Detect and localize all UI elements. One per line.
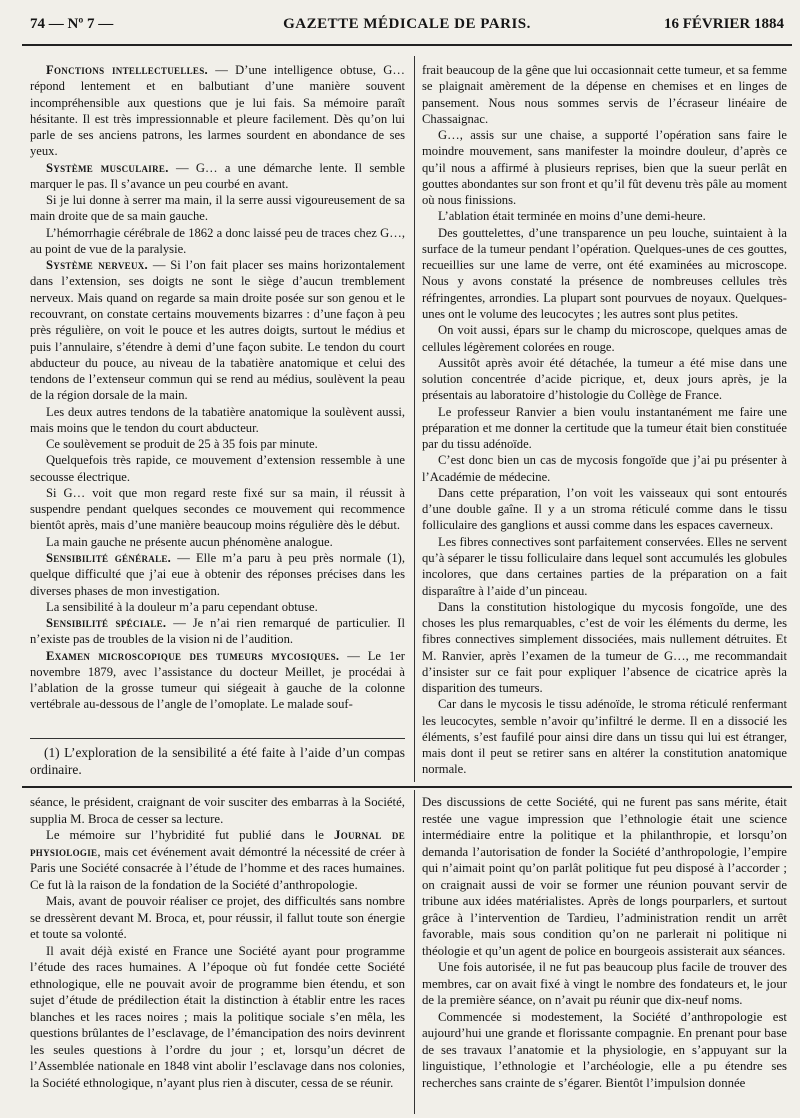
paragraph: Des discussions de cette Société, qui ne furent pas sans mérite, était restée une vague impression que l’ethnologie était une science intermédiaire entre la politique et la philanthropie, et lorsqu’on demanda l’autorisation de fonder la Société d’anthropologie, l’empire qui n’aimait point qu’on parlât politique fut peu disposé à l’accorder ; on craignait aussi de voir se former une réunion pouvant servir de tribune aux idées matérialistes. Après de longs pourparlers, et surtout grâce à l’intervention de Tardieu, l’administration rendit un arrêt favorable, mais sous condition qu’on ne parlerait ni politique ni théologie et qu’un agent de police en bourgeois assisterait aux séances. (422, 795, 787, 958)
section-divider (22, 786, 792, 788)
paragraph: Si G… voit que mon regard reste fixé sur sa main, il réussit à suspendre pendant quelques secondes ce mouvement qui recommence bientôt après, mais d’une manière beaucoup moins régulière dès le début. (30, 485, 405, 533)
section-heading: Système musculaire. (46, 160, 169, 175)
paragraph: séance, le président, craignant de voir susciter des embarras à la Société, supplia M. Broca de cesser sa lecture. (30, 795, 405, 826)
upper-left-column (30, 62, 405, 713)
lower-right-column (422, 794, 787, 1091)
paragraph: Les fibres connectives sont parfaitement conservées. Elles ne servent qu’à séparer le tissu folliculaire dans lequel sont accumulés les globules incolores, que dans certaines parties de la préparation on a fait disparaître à l’aide d’un pinceau. (422, 534, 787, 598)
paragraph: Dans cette préparation, l’on voit les vaisseaux qui sont entourés d’une double gaîne. Il y a un stroma réticulé comme dans le tissu folliculaire des ganglions et aussi comme dans les espaces caverneux. (422, 485, 787, 533)
page-number: 74 — Nº 7 — (30, 16, 114, 32)
paragraph: G…, assis sur une chaise, a supporté l’opération sans faire le moindre mouvement, sans manifester la moindre douleur, d’après ce qu’il nous a affirmé à plusieurs reprises, bien que la sueur perlât en gouttes abondantes sur son front et qu’il fût devenu très pâle au moment où nous finissions. (422, 128, 787, 208)
journal-title: GAZETTE MÉDICALE DE PARIS. (283, 16, 531, 32)
paragraph: C’est donc bien un cas de mycosis fongoïde que j’ai pu présenter à l’Académie de médecine. (422, 453, 787, 484)
section-heading: Sensibilité générale. (46, 550, 172, 565)
paragraph: Dans la constitution histologique du mycosis fongoïde, une des choses les plus remarquables, c’est de voir les éléments du derme, les fibres connectives simplement dissociées, mais nullement détruites. Et M. Ranvier, après l’examen de la tumeur de G…, me recommandait d’insister sur ce fait pour expliquer l’absence de cicatrice après la disparition des tumeurs. (422, 599, 787, 696)
paragraph: Quelquefois très rapide, ce mouvement d’extension ressemble à une secousse électrique. (30, 453, 405, 484)
paragraph: — D’une intelligence obtuse, G… répond lentement et en balbutiant d’une manière souvent incompréhensible aux questions que je lui fais. Sa mémoire paraît hésitante. Il est très impressionnable et pleure facilement. Dès qu’on lui parle de ses anciens patrons, les larmes sourdent en abondance de ses yeux. (30, 63, 405, 159)
paragraph: — G… a une démarche lente. Il semble marquer le pas. Il s’avance un peu courbé en avant. (30, 160, 405, 191)
footnote-rule (30, 738, 405, 739)
issue-date: 16 FÉVRIER 1884 (663, 16, 784, 32)
paragraph: — Si l’on fait placer ses mains horizontalement dans l’extension, ses doigts ne sont le siège d’aucun tremblement nerveux. Mais quand on regarde sa main droite posée sur son genou et le recouvrant, on constate certains mouvements bizarres : d’une façon à peu près régulière, on voit le pouce et les autres doigts, surtout le médius et puis l’annulaire, s’étendre à demi d’une façon subite. Le tendon du court abducteur du pouce, au niveau de la tabatière anatomique et celui des tendons de l’extenseur commun qui se rend au médius, soulèvent la peau de la région dorsale de la main. (30, 258, 405, 403)
paragraph: — Je n’ai rien remarqué de particulier. Il n’existe pas de troubles de la vision ni de l’audition. (30, 616, 405, 647)
paragraph: Si je lui donne à serrer ma main, il la serre aussi vigoureusement de sa main droite que de sa main gauche. (30, 193, 405, 224)
paragraph: L’ablation était terminée en moins d’une demi-heure. (438, 209, 706, 224)
paragraph: Le mémoire sur l’hybridité fut publié dans le (46, 828, 335, 843)
paragraph: Aussitôt après avoir été détachée, la tumeur a été mise dans une solution concentrée d’acide picrique, et, deux jours après, je la présentais au laboratoire d’histologie du Collège de France. (422, 355, 787, 403)
lower-left-column (30, 794, 405, 1091)
paragraph: Il avait déjà existé en France une Société ayant pour programme l’étude des races humaines. A l’époque où fut fondée cette Société ethnologique, elle ne pouvait avoir de programme bien étendu, et son sujet d’étude de prédilection était la distinction à établir entre les races blanches et les races noires ; mais la politique sociale s’en mêla, les questions brûlantes de l’esclavage, de l’émancipation des noirs devinrent les seules questions à l’ordre du jour ; et, lorsqu’un décret de l’Assemblée nationale en 1848 vint abolir l’esclavage dans nos colonies, la Société ethnologique, n’ayant plus rien à discuter, cessa de se réunir. (30, 943, 405, 1090)
paragraph: Des gouttelettes, d’une transparence un peu louche, suintaient à la surface de la tumeur pendant l’opération. Quelques-unes de ces gouttes, recueillies sur une lame de verre, ont été examinées au microscope. Nous y avons constaté la présence de nombreuses cellules très réfringentes, arrondies. La plupart sont pourvues de noyaux. Quelques-unes ont le volume des leucocytes ; les autres sont plus petites. (422, 225, 787, 321)
section-heading: Examen microscopique des tumeurs mycosiques. (46, 648, 340, 663)
paragraph: Mais, avant de pouvoir réaliser ce projet, des difficultés sans nombre se dressèrent devant M. Broca, et, pour réussir, il fallut toute son énergie et toute sa volonté. (30, 894, 405, 942)
section-heading: Sensibilité spéciale. (46, 616, 167, 631)
column-divider (414, 790, 415, 1114)
section-heading: Système nerveux. (46, 258, 148, 273)
paragraph: frait beaucoup de la gêne que lui occasionnait cette tumeur, et sa femme se plaignait amèrement de la dépense en chemises et en linges de pansement. Nous nous sommes servis de l’écraseur linéaire de Chassaignac. (422, 63, 787, 126)
paragraph: Car dans le mycosis le tissu adénoïde, le stroma réticulé renfermant les leucocytes, semble n’avoir qu’infiltré le derme. Il en a dissocié les éléments, s’est faufilé pour ainsi dire dans un tissu qui lui est étranger, mais dont il peut se retirer sans en altérer la constitution anatomique normale. (422, 697, 787, 777)
section-heading: Fonctions intellectuelles. (46, 63, 208, 77)
footnote-text: (1) L’exploration de la sensibilité a été faite à l’aide d’un compas ordinaire. (30, 745, 405, 778)
paragraph: Le professeur Ranvier a bien voulu instantanément me faire une préparation et me donner la certitude que la tumeur était bien constituée par du tissu adénoïde. (422, 404, 787, 452)
paragraph: Ce soulèvement se produit de 25 à 35 fois par minute. (46, 437, 318, 452)
page-header (22, 14, 792, 46)
paragraph: , mais cet événement avait démontré la nécessité de créer à Paris une Société consacrée à l’étude de l’homme et des races humaines. Ce fut là la raison de la fondation de la Société d’anthropologie. (30, 844, 405, 892)
paragraph: L’hémorrhagie cérébrale de 1862 a donc laissé peu de traces chez G…, au point de vue de la paralysie. (30, 225, 405, 256)
paragraph: La main gauche ne présente aucun phénomène analogue. (46, 534, 333, 549)
paragraph: — Elle m’a paru à peu près normale (1), quelque difficulté que j’ai eue à obtenir des réponses précises dans les diverses phases de mon investigation. (30, 550, 405, 598)
paragraph: — Le 1er novembre 1879, avec l’assistance du docteur Meillet, je procédai à l’ablation de la grosse tumeur qui siégeait à gauche de la colonne vertébrale au-dessous de l’angle de l’omoplate. Le malade souf- (30, 648, 405, 712)
paragraph: La sensibilité à la douleur m’a paru cependant obtuse. (46, 599, 318, 614)
paragraph: Une fois autorisée, il ne fut pas beaucoup plus facile de trouver des membres, car on avait fixé à vingt le nombre des fondateurs et, le jour de la première séance, on n’avait pu réunir que dix-neuf noms. (422, 960, 787, 1008)
paragraph: Commencée si modestement, la Société d’anthropologie est aujourd’hui une grande et florissante compagnie. En prenant pour base de ses travaux l’anatomie et la physiologie, en s’appuyant sur la linguistique, l’ethnologie et l’archéologie, elle a pu étendre ses recherches sans crainte de s’égarer. Bientôt l’impulsion donnée (422, 1009, 787, 1090)
upper-right-column (422, 62, 787, 778)
column-divider (414, 56, 415, 782)
journal-name: Journal de physiologie (30, 828, 405, 859)
footnote (30, 744, 405, 779)
paragraph: Les deux autres tendons de la tabatière anatomique la soulèvent aussi, mais moins que le tendon du court abducteur. (30, 404, 405, 435)
paragraph: On voit aussi, épars sur le champ du microscope, quelques amas de cellules légèrement colorées en rouge. (422, 323, 787, 354)
